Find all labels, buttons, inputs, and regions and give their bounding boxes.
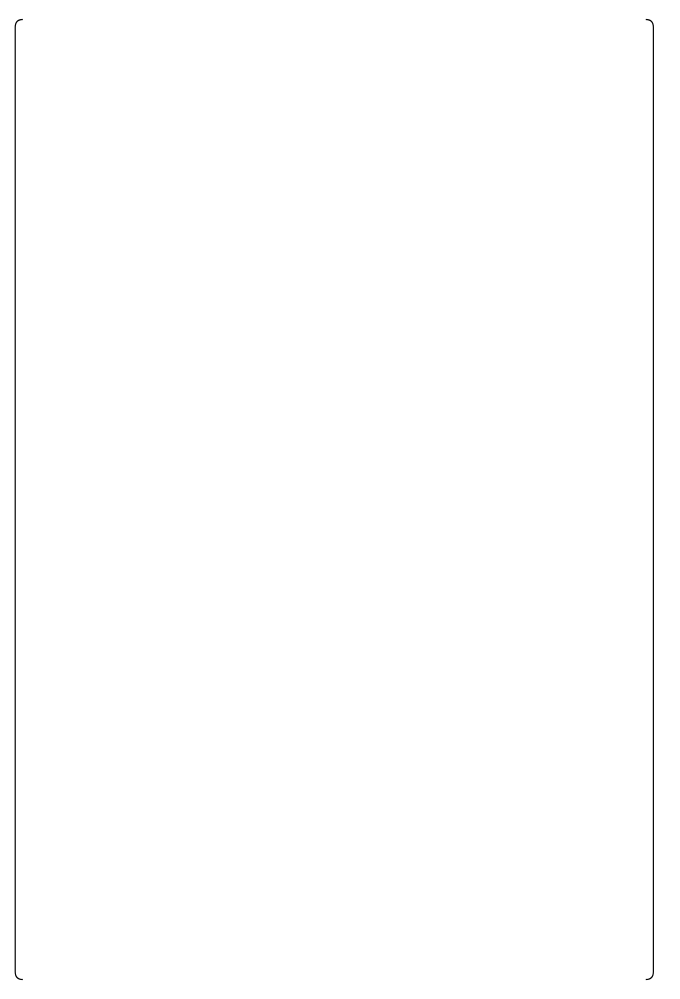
right-trunk-line (646, 19, 654, 979)
left-trunk-line (15, 19, 23, 979)
